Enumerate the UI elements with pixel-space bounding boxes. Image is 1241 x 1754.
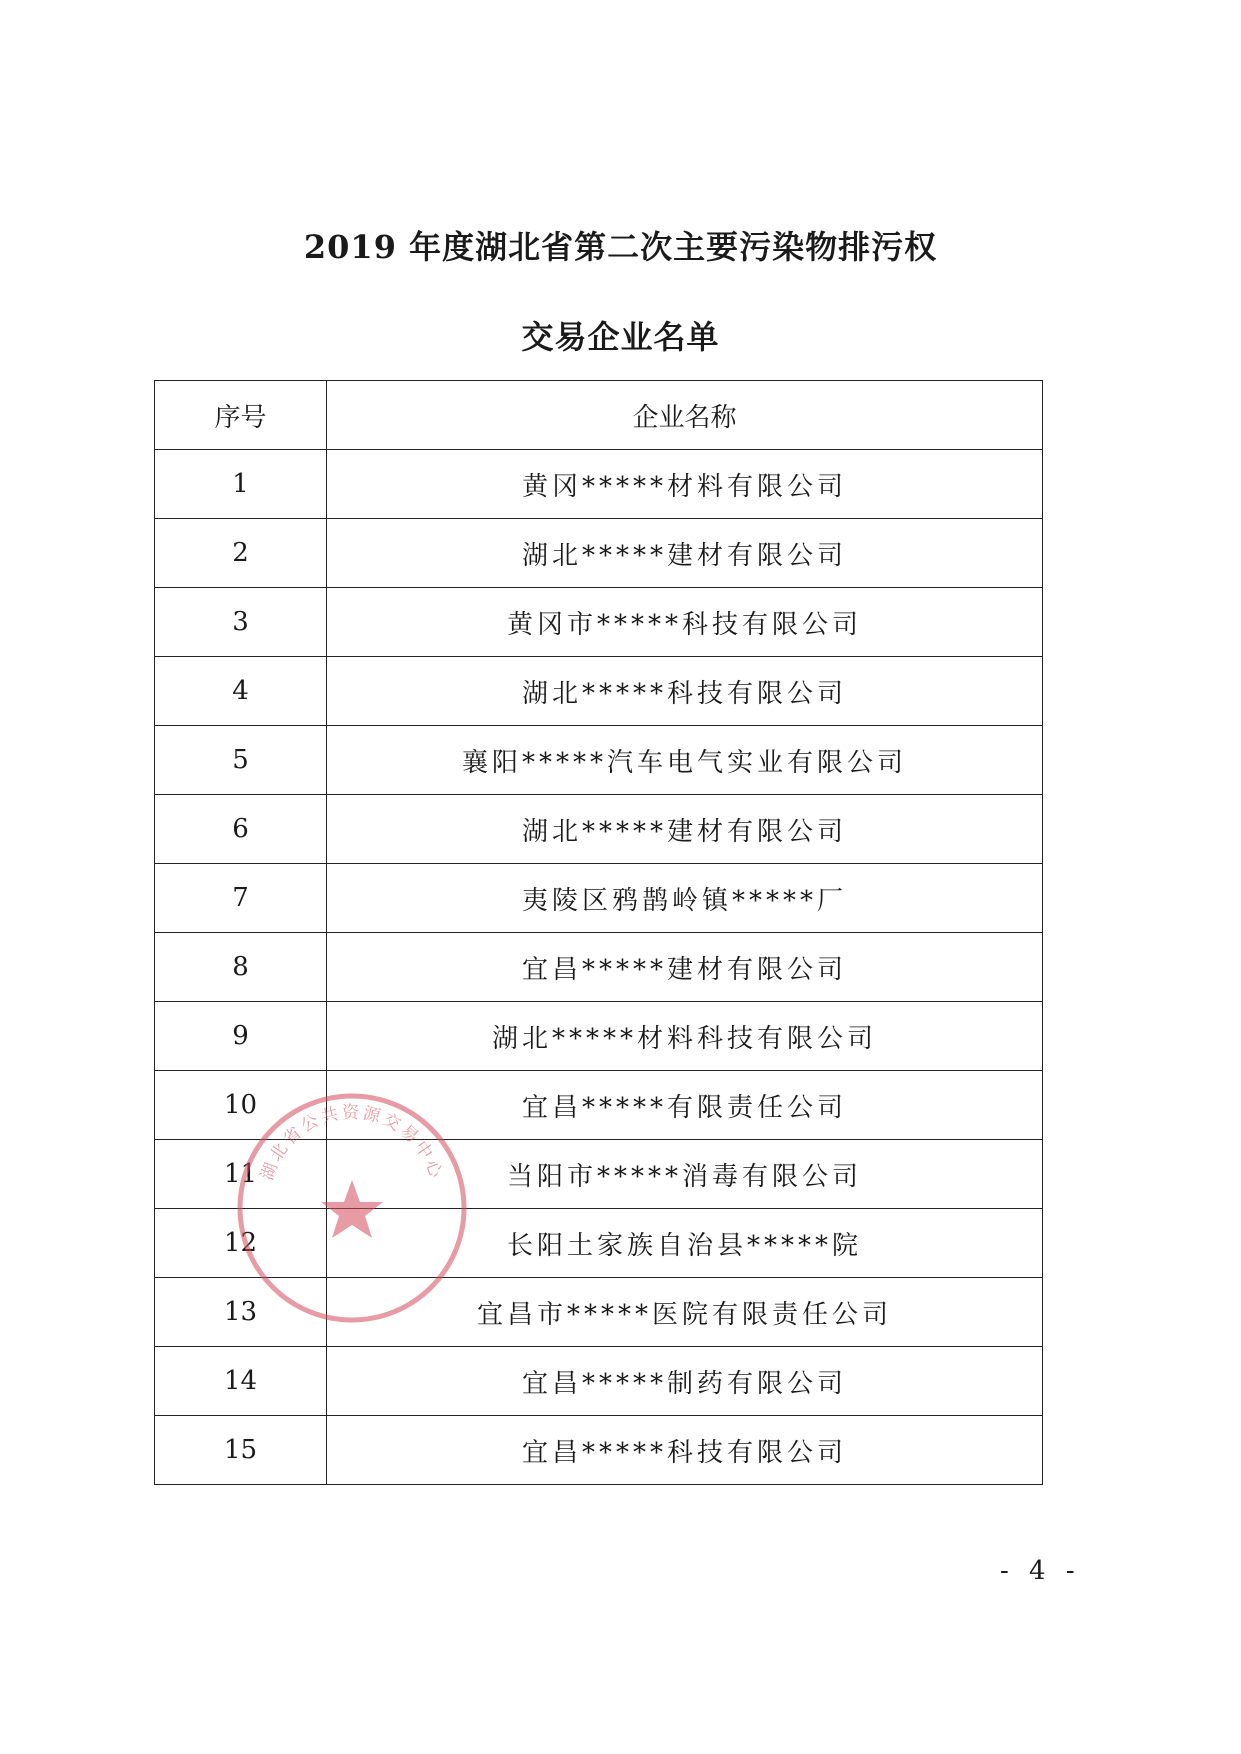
document-title-line1: 2019 年度湖北省第二次主要污染物排污权 xyxy=(303,228,938,266)
table-row xyxy=(155,1002,1043,1071)
row-company-name: 湖北*****材料科技有限公司 xyxy=(327,1002,1043,1071)
header-index: 序号 xyxy=(155,381,327,450)
seal-text: 湖北省公共资源交易中心 xyxy=(257,1103,447,1184)
header-company-name: 企业名称 xyxy=(327,381,1043,450)
table-row xyxy=(155,726,1043,795)
table-row xyxy=(155,588,1043,657)
row-index: 13 xyxy=(155,1278,327,1347)
row-company-name: 当阳市*****消毒有限公司 xyxy=(327,1140,1043,1209)
row-index: 10 xyxy=(155,1071,327,1140)
row-company-name: 襄阳*****汽车电气实业有限公司 xyxy=(327,726,1043,795)
table-row xyxy=(155,933,1043,1002)
row-company-name: 湖北*****科技有限公司 xyxy=(327,657,1043,726)
table-row xyxy=(155,519,1043,588)
row-company-name: 湖北*****建材有限公司 xyxy=(327,795,1043,864)
table-row xyxy=(155,450,1043,519)
star-icon xyxy=(321,1180,383,1238)
row-index: 3 xyxy=(155,588,327,657)
row-company-name: 宜昌*****有限责任公司 xyxy=(327,1071,1043,1140)
row-company-name: 宜昌*****建材有限公司 xyxy=(327,933,1043,1002)
row-index: 5 xyxy=(155,726,327,795)
row-company-name: 夷陵区鸦鹊岭镇*****厂 xyxy=(327,864,1043,933)
row-index: 15 xyxy=(155,1416,327,1485)
row-index: 11 xyxy=(155,1140,327,1209)
table-row xyxy=(155,1347,1043,1416)
row-index: 14 xyxy=(155,1347,327,1416)
row-company-name: 宜昌市*****医院有限责任公司 xyxy=(327,1278,1043,1347)
row-index: 12 xyxy=(155,1209,327,1278)
table-header-row xyxy=(155,381,1043,450)
row-company-name: 长阳土家族自治县*****院 xyxy=(327,1209,1043,1278)
row-company-name: 宜昌*****科技有限公司 xyxy=(327,1416,1043,1485)
table-row xyxy=(155,864,1043,933)
row-index: 7 xyxy=(155,864,327,933)
table-row xyxy=(155,795,1043,864)
row-index: 9 xyxy=(155,1002,327,1071)
row-company-name: 黄冈*****材料有限公司 xyxy=(327,450,1043,519)
document-title-line2: 交易企业名单 xyxy=(521,318,720,356)
row-company-name: 湖北*****建材有限公司 xyxy=(327,519,1043,588)
table-row xyxy=(155,1416,1043,1485)
row-index: 6 xyxy=(155,795,327,864)
row-index: 8 xyxy=(155,933,327,1002)
row-index: 1 xyxy=(155,450,327,519)
row-index: 4 xyxy=(155,657,327,726)
page-number: - 4 - xyxy=(1000,1556,1081,1586)
row-company-name: 黄冈市*****科技有限公司 xyxy=(327,588,1043,657)
row-company-name: 宜昌*****制药有限公司 xyxy=(327,1347,1043,1416)
table-row xyxy=(155,657,1043,726)
official-seal xyxy=(232,1088,472,1328)
row-index: 2 xyxy=(155,519,327,588)
